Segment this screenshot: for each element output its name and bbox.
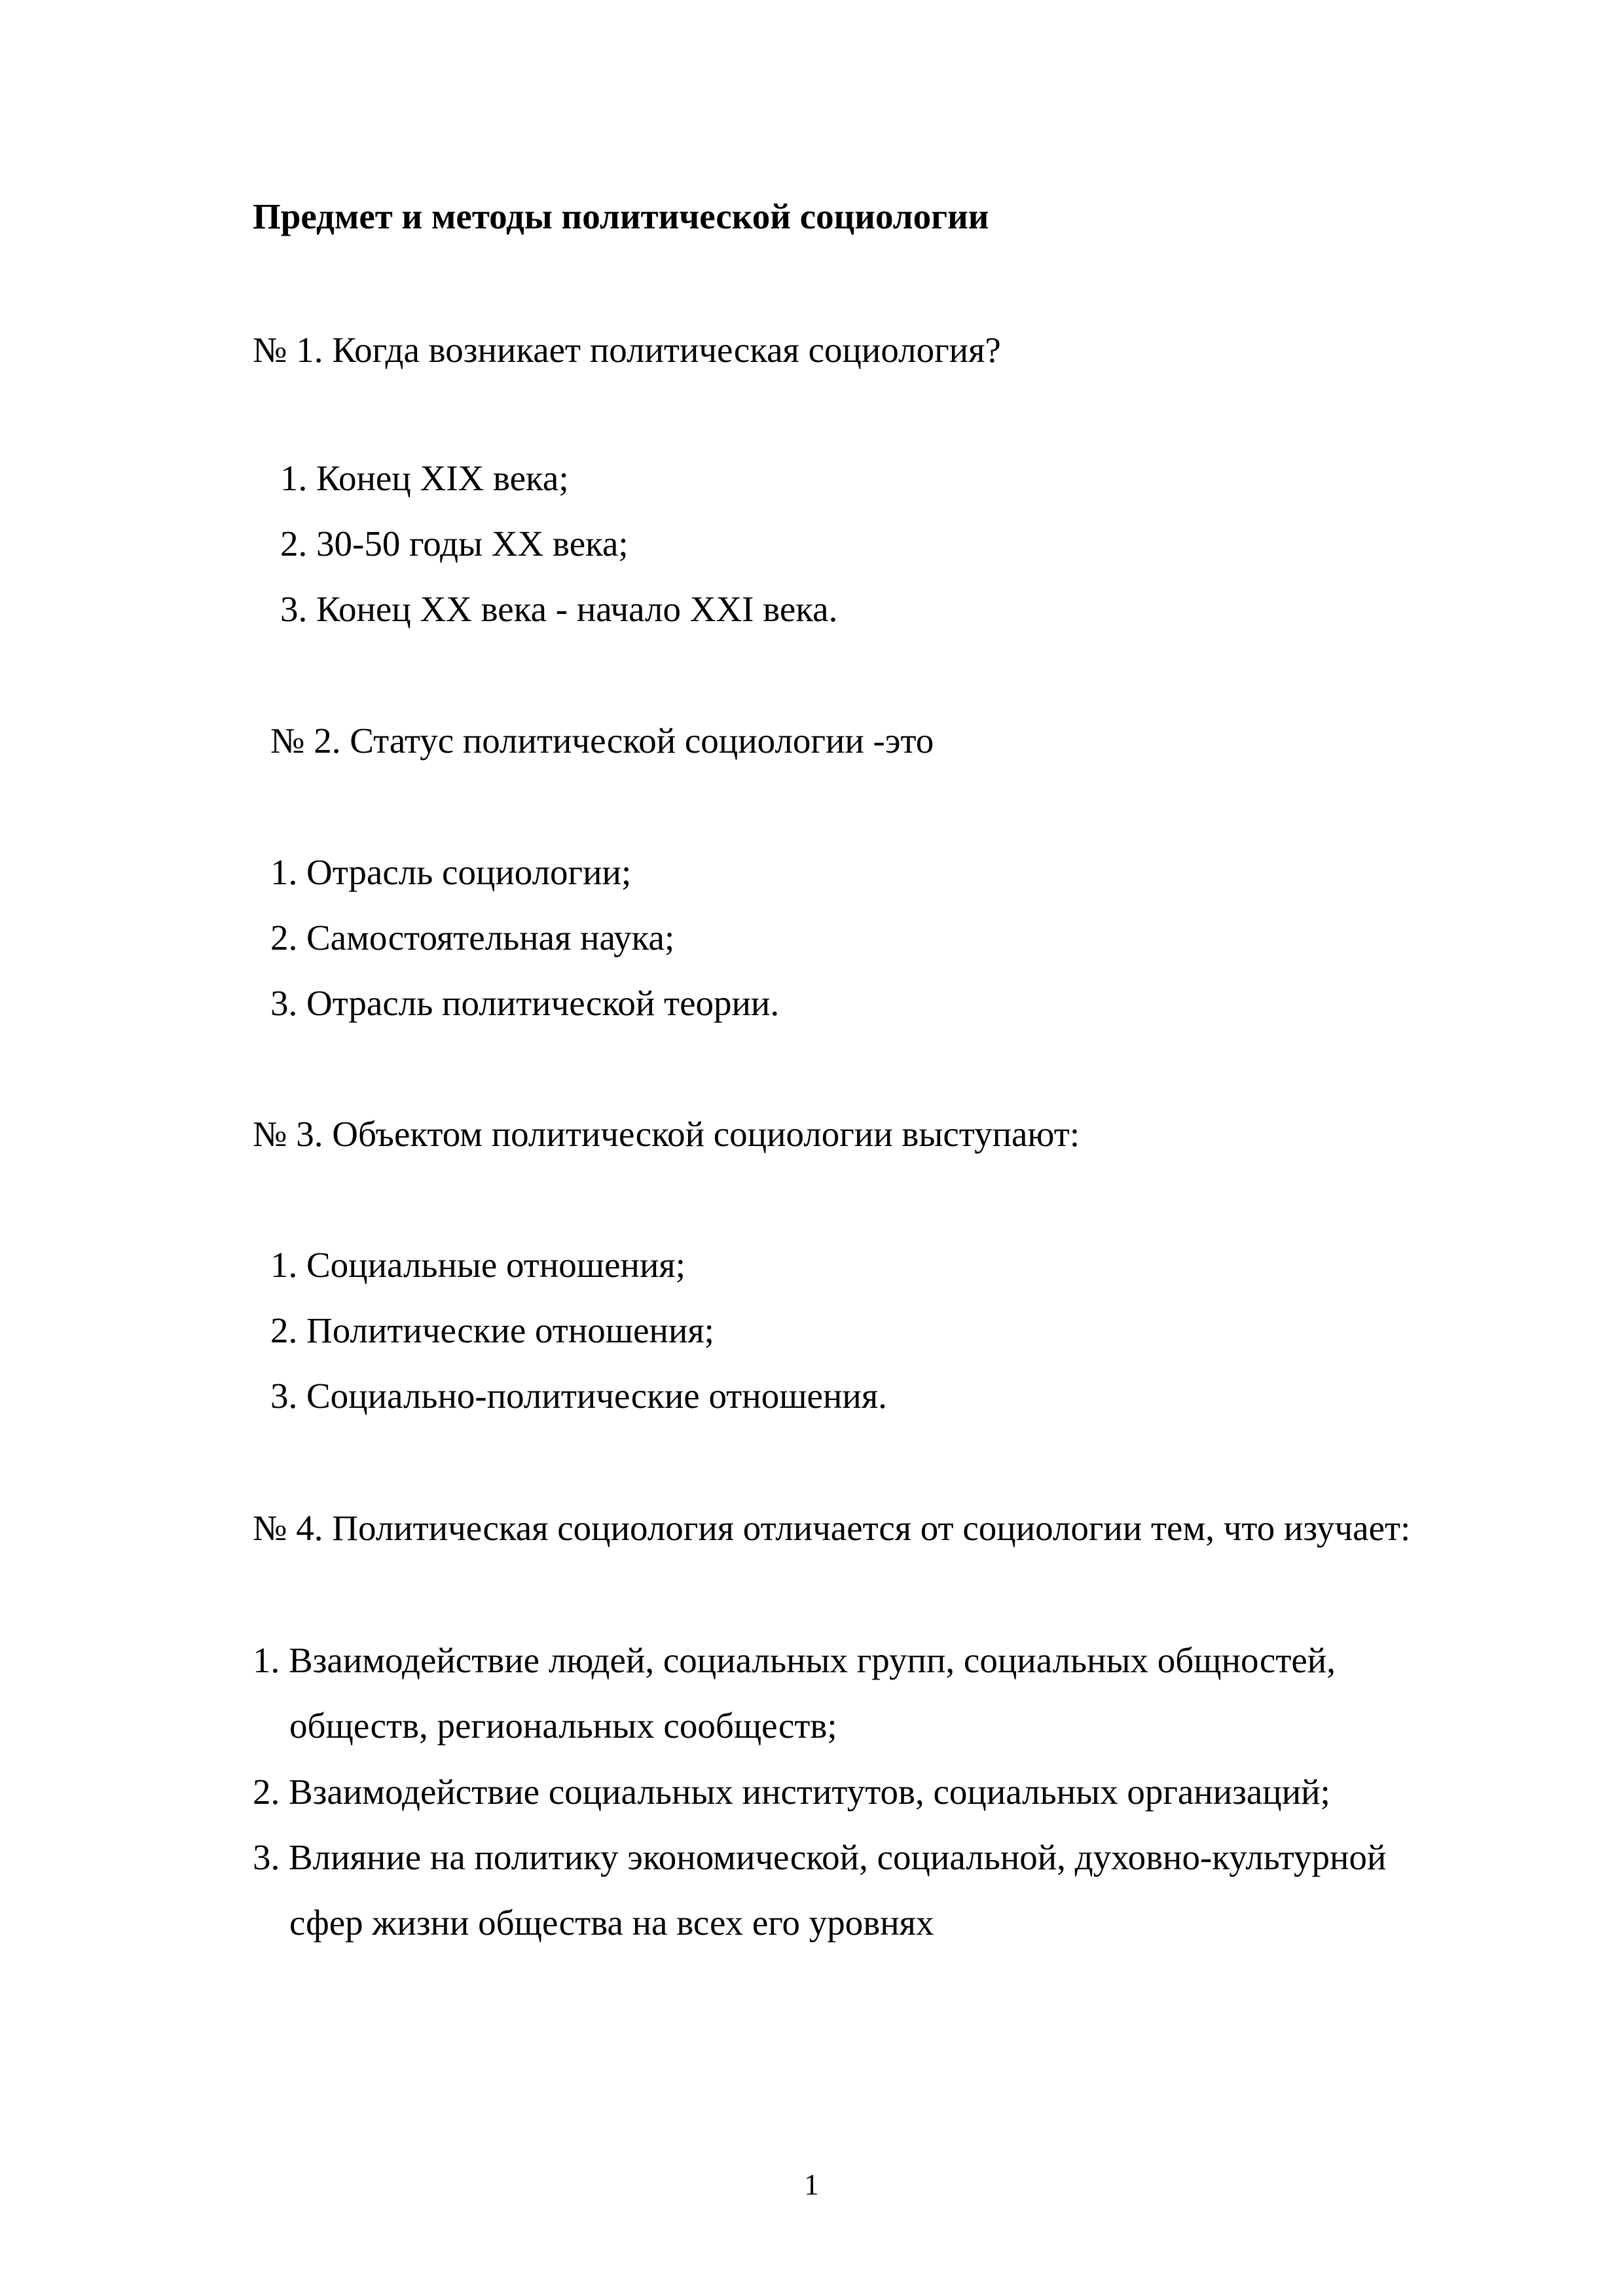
page-title: Предмет и методы политической социологии — [253, 196, 989, 236]
question-1-option-3: 3. Конец XX века - начало XXI века. — [280, 589, 838, 629]
question-2-label: № 2. Статус политической социологии -это — [270, 721, 934, 761]
question-2-option-3: 3. Отрасль политической теории. — [270, 983, 780, 1023]
question-3-option-2: 2. Политические отношения; — [270, 1310, 714, 1350]
question-2-option-1: 1. Отрасль социологии; — [270, 852, 632, 892]
question-1-option-1: 1. Конец XIX века; — [280, 458, 569, 498]
question-4-option-1-continuation: обществ, региональных сообществ; — [289, 1706, 837, 1746]
question-4-option-3: 3. Влияние на политику экономической, социальной, духовно-культурной — [253, 1837, 1387, 1877]
question-4-option-3-continuation: сфер жизни общества на всех его уровнях — [289, 1903, 934, 1943]
question-4-label: № 4. Политическая социология отличается от социологии тем, что изучает: — [253, 1508, 1411, 1548]
question-1-label: № 1. Когда возникает политическая социология? — [253, 330, 1001, 370]
question-4-option-1: 1. Взаимодействие людей, социальных групп, социальных общностей, — [253, 1640, 1336, 1680]
question-3-option-3: 3. Социально-политические отношения. — [270, 1376, 887, 1416]
question-3-option-1: 1. Социальные отношения; — [270, 1245, 685, 1285]
question-1-option-2: 2. 30-50 годы XX века; — [280, 524, 629, 564]
question-2-option-2: 2. Самостоятельная наука; — [270, 918, 675, 958]
page-number: 1 — [804, 2168, 819, 2201]
question-4-option-2: 2. Взаимодействие социальных институтов, социальных организаций; — [253, 1772, 1330, 1812]
question-3-label: № 3. Объектом политической социологии выступают: — [253, 1114, 1080, 1154]
